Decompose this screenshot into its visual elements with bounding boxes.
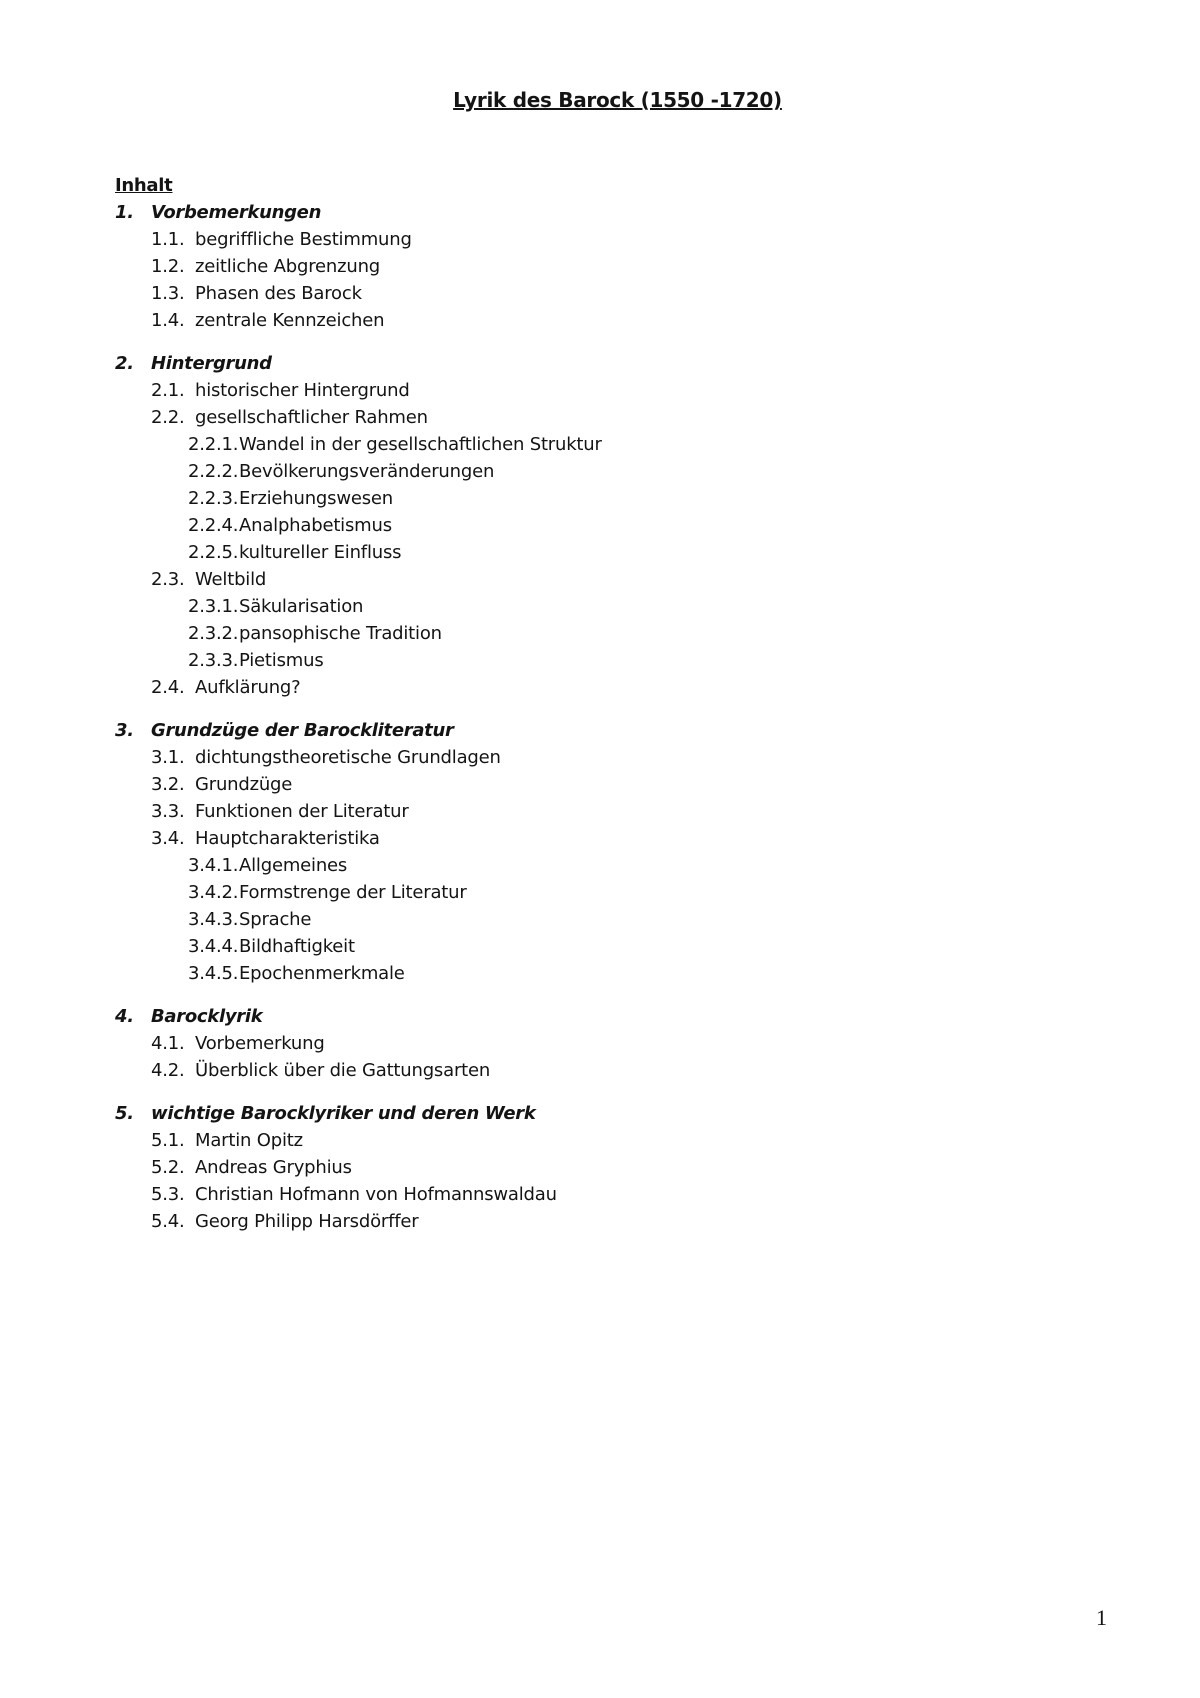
toc-entry-number: 2.2.5. — [188, 542, 239, 563]
toc-subsection — [115, 825, 1015, 852]
toc-entry-label: Hauptcharakteristika — [195, 828, 380, 849]
toc-entry-label: kultureller Einfluss — [239, 542, 402, 563]
toc-entry-number: 5.3. — [151, 1184, 185, 1205]
toc-entry-label: pansophische Tradition — [239, 623, 442, 644]
toc-entry-number: 4. — [115, 1006, 134, 1027]
toc-subsubsection — [115, 620, 1015, 647]
toc-entry-label: Vorbemerkung — [195, 1033, 325, 1054]
toc-entry-number: 2.3.1. — [188, 596, 239, 617]
toc-entry-number: 5.2. — [151, 1157, 185, 1178]
toc-entry-label: Andreas Gryphius — [195, 1157, 352, 1178]
toc-subsection — [115, 1057, 1015, 1084]
toc-entry-label: Bevölkerungsveränderungen — [239, 461, 495, 482]
toc-subsubsection — [115, 512, 1015, 539]
toc-entry-label: Georg Philipp Harsdörffer — [195, 1211, 419, 1232]
toc-entry-number: 2.2. — [151, 407, 185, 428]
toc-entry-number: 2.4. — [151, 677, 185, 698]
toc-entry-label: Formstrenge der Literatur — [239, 882, 467, 903]
toc-subsection — [115, 226, 1015, 253]
toc-entry-label: Überblick über die Gattungsarten — [195, 1060, 491, 1081]
toc-subsubsection — [115, 852, 1015, 879]
toc-section — [115, 717, 1015, 744]
toc-entry-number: 2.3. — [151, 569, 185, 590]
toc-entry-label: wichtige Barocklyriker und deren Werk — [151, 1103, 536, 1124]
toc-entry-number: 1. — [115, 202, 134, 223]
toc-entry-number: 3.4.3. — [188, 909, 239, 930]
toc-subsection — [115, 771, 1015, 798]
toc-entry-number: 3.4.5. — [188, 963, 239, 984]
toc-entry-label: Aufklärung? — [195, 677, 301, 698]
toc-subsection — [115, 1127, 1015, 1154]
page-number: 1 — [1096, 1605, 1107, 1630]
toc-entry-number: 2.2.4. — [188, 515, 239, 536]
toc-subsubsection — [115, 431, 1015, 458]
toc-entry-label: Martin Opitz — [195, 1130, 303, 1151]
toc-entry-label: Epochenmerkmale — [239, 963, 405, 984]
toc-subsubsection — [115, 879, 1015, 906]
toc-subsection — [115, 280, 1015, 307]
toc-subsubsection — [115, 458, 1015, 485]
toc-entry-label: Sprache — [239, 909, 312, 930]
toc-subsubsection — [115, 485, 1015, 512]
toc-entry-label: Pietismus — [239, 650, 324, 671]
toc-entry-label: gesellschaftlicher Rahmen — [195, 407, 428, 428]
toc-entry-number: 2. — [115, 353, 134, 374]
toc-entry-label: Vorbemerkungen — [151, 202, 322, 223]
toc-entry-label: Grundzüge — [195, 774, 293, 795]
toc-entry-label: Bildhaftigkeit — [239, 936, 355, 957]
toc-entry-label: historischer Hintergrund — [195, 380, 410, 401]
toc-entry-number: 3.2. — [151, 774, 185, 795]
toc-section — [115, 1003, 1015, 1030]
toc-entry-number: 4.1. — [151, 1033, 185, 1054]
toc-entry-label: Barocklyrik — [151, 1006, 263, 1027]
toc-entry-number: 3. — [115, 720, 134, 741]
toc-entry-label: begriffliche Bestimmung — [195, 229, 412, 250]
toc-entry-number: 5. — [115, 1103, 134, 1124]
toc-entry-number: 1.2. — [151, 256, 185, 277]
toc-entry-number: 2.2.1. — [188, 434, 239, 455]
toc-subsubsection — [115, 906, 1015, 933]
toc-entry-number: 1.4. — [151, 310, 185, 331]
toc-entry-label: Erziehungswesen — [239, 488, 393, 509]
toc-entry-label: dichtungstheoretische Grundlagen — [195, 747, 501, 768]
toc-entry-number: 2.3.2. — [188, 623, 239, 644]
toc-entry-label: Hintergrund — [151, 353, 272, 374]
toc-entry-number: 2.2.2. — [188, 461, 239, 482]
toc-subsection — [115, 1181, 1015, 1208]
toc-subsection — [115, 744, 1015, 771]
toc-subsubsection — [115, 933, 1015, 960]
toc-subsubsection — [115, 593, 1015, 620]
toc-entry-number: 1.3. — [151, 283, 185, 304]
toc-entry-number: 3.3. — [151, 801, 185, 822]
toc-entry-number: 3.4.2. — [188, 882, 239, 903]
toc-subsection — [115, 566, 1015, 593]
toc-subsection — [115, 1208, 1015, 1235]
toc-subsection — [115, 307, 1015, 334]
document-title: Lyrik des Barock (1550 -1720) — [453, 88, 782, 112]
toc-entry-number: 2.3.3. — [188, 650, 239, 671]
toc-entry-number: 3.4.4. — [188, 936, 239, 957]
toc-entry-label: Christian Hofmann von Hofmannswaldau — [195, 1184, 557, 1205]
toc-heading: Inhalt — [115, 175, 173, 196]
toc-subsection — [115, 674, 1015, 701]
toc-entry-number: 1.1. — [151, 229, 185, 250]
toc-entry-number: 3.1. — [151, 747, 185, 768]
toc-subsubsection — [115, 647, 1015, 674]
toc-subsubsection — [115, 539, 1015, 566]
table-of-contents — [115, 172, 1015, 1235]
toc-subsection — [115, 1154, 1015, 1181]
toc-entry-label: Grundzüge der Barockliteratur — [151, 720, 454, 741]
toc-entry-number: 2.1. — [151, 380, 185, 401]
toc-entry-label: Säkularisation — [239, 596, 364, 617]
toc-entry-label: Funktionen der Literatur — [195, 801, 409, 822]
toc-entry-label: Allgemeines — [239, 855, 348, 876]
toc-entry-label: Phasen des Barock — [195, 283, 362, 304]
toc-entry-number: 4.2. — [151, 1060, 185, 1081]
toc-entry-label: Weltbild — [195, 569, 267, 590]
toc-entry-label: zeitliche Abgrenzung — [195, 256, 381, 277]
toc-section — [115, 1100, 1015, 1127]
toc-subsection — [115, 1030, 1015, 1057]
toc-entry-number: 5.4. — [151, 1211, 185, 1232]
toc-subsection — [115, 404, 1015, 431]
toc-section — [115, 199, 1015, 226]
toc-subsection — [115, 377, 1015, 404]
toc-entry-label: Wandel in der gesellschaftlichen Struktur — [239, 434, 602, 455]
toc-subsection — [115, 253, 1015, 280]
toc-section — [115, 350, 1015, 377]
toc-entry-number: 2.2.3. — [188, 488, 239, 509]
toc-subsubsection — [115, 960, 1015, 987]
toc-entry-number: 3.4.1. — [188, 855, 239, 876]
toc-entry-label: zentrale Kennzeichen — [195, 310, 385, 331]
toc-entry-label: Analphabetismus — [239, 515, 392, 536]
toc-entry-number: 5.1. — [151, 1130, 185, 1151]
toc-subsection — [115, 798, 1015, 825]
toc-entry-number: 3.4. — [151, 828, 185, 849]
